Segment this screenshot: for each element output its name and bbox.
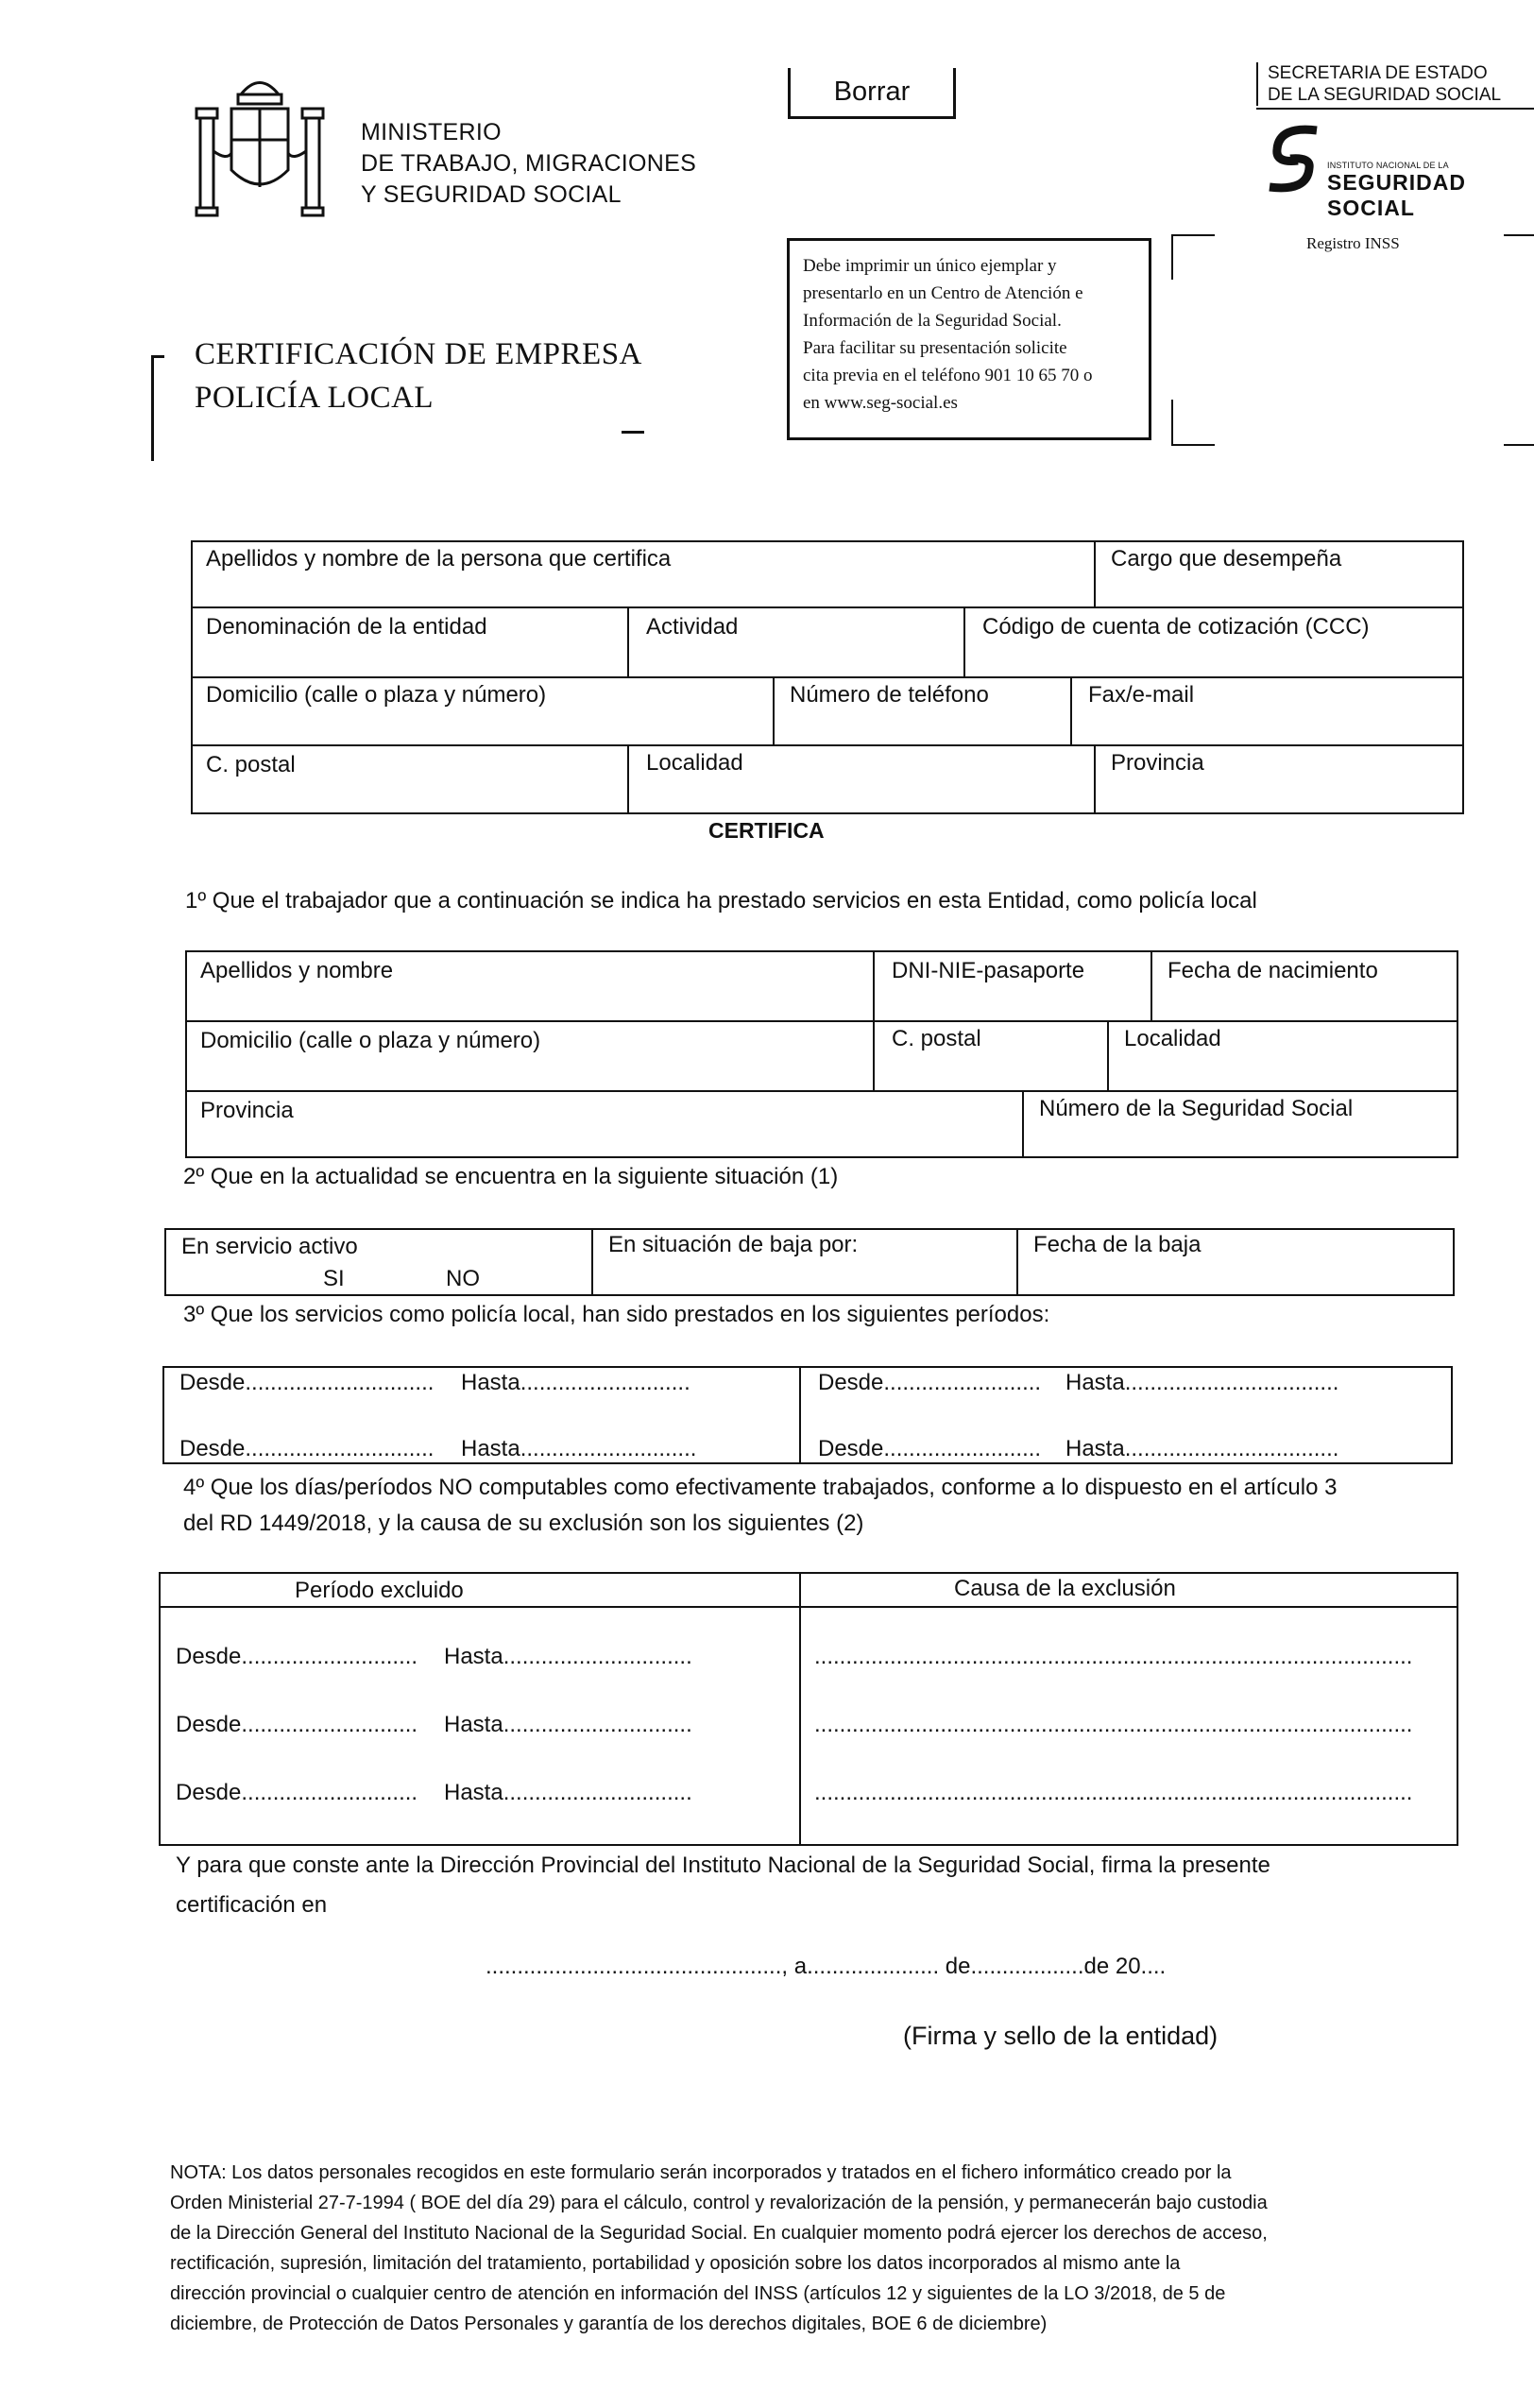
page-title: [195, 333, 642, 419]
borrar-button[interactable]: Borrar: [788, 68, 956, 119]
field-worker-localidad[interactable]: Localidad: [1124, 1026, 1221, 1051]
exclusion-hasta[interactable]: Hasta..............................: [444, 1644, 692, 1669]
coat-of-arms-icon: [189, 66, 331, 227]
dash: [622, 431, 644, 434]
certifica-heading: CERTIFICA: [708, 818, 825, 843]
note-line: NOTA: Los datos personales recogidos en este formulario serán incorporados y tratados en el fichero informático creado por la: [170, 2162, 1232, 2183]
period-hasta[interactable]: Hasta..................................: [1065, 1370, 1339, 1395]
registro-label: Registro INSS: [1306, 234, 1400, 252]
title-line: POLICÍA LOCAL: [195, 381, 435, 415]
period-hasta[interactable]: Hasta............................: [461, 1436, 697, 1461]
note-line: dirección provincial o cualquier centro de atención en información del INSS (artículos 12 y siguientes de la LO 3/2018, de 5 de: [170, 2283, 1226, 2304]
privacy-note: [170, 2158, 1440, 2339]
secretaria-line: SECRETARIA DE ESTADO: [1268, 63, 1488, 83]
field-dni[interactable]: DNI-NIE-pasaporte: [892, 958, 1085, 983]
notice-line: cita previa en el teléfono 901 10 65 70 o: [803, 366, 1093, 385]
field-worker-domicilio[interactable]: Domicilio (calle o plaza y número): [200, 1028, 541, 1053]
notice-line: Debe imprimir un único ejemplar y: [803, 256, 1057, 276]
secretaria-line: DE LA SEGURIDAD SOCIAL: [1268, 85, 1502, 105]
field-actividad[interactable]: Actividad: [646, 614, 739, 640]
exclusion-hasta[interactable]: Hasta..............................: [444, 1780, 692, 1805]
field-ccc[interactable]: Código de cuenta de cotización (CCC): [982, 614, 1370, 640]
field-localidad[interactable]: Localidad: [646, 750, 743, 776]
exclusion-cause[interactable]: ...............................................................................................: [814, 1780, 1413, 1805]
period-desde[interactable]: Desde..............................: [179, 1436, 435, 1461]
ministry-line: MINISTERIO: [361, 119, 502, 145]
divider: [1256, 108, 1534, 110]
exclusion-hasta[interactable]: Hasta..............................: [444, 1712, 692, 1737]
period-desde[interactable]: Desde.........................: [818, 1436, 1042, 1461]
notice-line: en www.seg-social.es: [803, 393, 958, 413]
field-cargo[interactable]: Cargo que desempeña: [1111, 546, 1342, 572]
ministry-name: [361, 117, 696, 211]
secretaria-label: [1256, 62, 1501, 106]
notice-line: Información de la Seguridad Social.: [803, 311, 1062, 331]
inss-big-text: SEGURIDAD SOCIAL: [1327, 170, 1467, 220]
field-fax[interactable]: Fax/e-mail: [1088, 682, 1195, 708]
field-worker-name[interactable]: Apellidos y nombre: [200, 958, 394, 983]
field-certifier-name[interactable]: Apellidos y nombre de la persona que certifica: [206, 546, 672, 572]
point-3: 3º Que los servicios como policía local, han sido prestados en los siguientes períodos:: [183, 1302, 1050, 1327]
notice-line: Para facilitar su presentación solicite: [803, 338, 1067, 358]
notice-line: presentarlo en un Centro de Atención e: [803, 283, 1083, 303]
inss-small-text: INSTITUTO NACIONAL DE LA: [1327, 161, 1449, 170]
exclusion-desde[interactable]: Desde............................: [176, 1780, 418, 1805]
closing-line: certificación en: [176, 1892, 328, 1918]
date-line[interactable]: ..............................................., a..................... de..................de 20....: [486, 1954, 1167, 1979]
exclusion-desde[interactable]: Desde............................: [176, 1712, 418, 1737]
field-baja[interactable]: En situación de baja por:: [608, 1232, 859, 1257]
note-line: rectificación, supresión, limitación del tratamiento, portabilidad y oposición sobre los datos incorporados al mismo ante la: [170, 2253, 1181, 2274]
field-worker-cpostal[interactable]: C. postal: [892, 1026, 981, 1051]
point-4-line: del RD 1449/2018, y la causa de su exclusión son los siguientes (2): [183, 1511, 864, 1536]
option-si[interactable]: SI: [323, 1266, 345, 1291]
period-hasta[interactable]: Hasta..................................: [1065, 1436, 1339, 1461]
notice-box: [787, 238, 1151, 440]
field-nss[interactable]: Número de la Seguridad Social: [1039, 1096, 1354, 1121]
ministry-line: Y SEGURIDAD SOCIAL: [361, 181, 622, 208]
point-4-line: 4º Que los días/períodos NO computables como efectivamente trabajados, conforme a lo dispuesto en el artículo 3: [183, 1475, 1338, 1500]
bracket-tick: [151, 355, 164, 358]
ministry-line: DE TRABAJO, MIGRACIONES: [361, 150, 697, 177]
field-fecha-baja[interactable]: Fecha de la baja: [1033, 1232, 1202, 1257]
exclusion-cause-header: Causa de la exclusión: [954, 1576, 1176, 1601]
field-domicilio[interactable]: Domicilio (calle o plaza y número): [206, 682, 547, 708]
exclusion-period-header: Período excluido: [295, 1578, 464, 1603]
exclusion-desde[interactable]: Desde............................: [176, 1644, 418, 1669]
note-line: diciembre, de Protección de Datos Personales y garantía de los derechos digitales, BOE 6 de diciembre): [170, 2314, 1048, 2334]
field-provincia[interactable]: Provincia: [1111, 750, 1204, 776]
point-2: 2º Que en la actualidad se encuentra en la siguiente situación (1): [183, 1164, 839, 1189]
note-line: Orden Ministerial 27-7-1994 ( BOE del día 29) para el cálculo, control y revalorización de la pensión, y permanecerán bajo custodia: [170, 2193, 1268, 2213]
point-1: 1º Que el trabajador que a continuación se indica ha prestado servicios en esta Entidad, como policía local: [185, 888, 1257, 914]
period-desde[interactable]: Desde..............................: [179, 1370, 435, 1395]
field-cpostal[interactable]: C. postal: [206, 752, 296, 777]
signature-label: (Firma y sello de la entidad): [903, 2022, 1219, 2050]
field-telefono[interactable]: Número de teléfono: [790, 682, 989, 708]
period-hasta[interactable]: Hasta...........................: [461, 1370, 690, 1395]
registro-frame: [1171, 234, 1534, 447]
inss-logo-icon: [1260, 121, 1326, 196]
exclusion-cause[interactable]: ...............................................................................................: [814, 1712, 1413, 1737]
field-nacimiento[interactable]: Fecha de nacimiento: [1168, 958, 1378, 983]
field-entidad[interactable]: Denominación de la entidad: [206, 614, 487, 640]
exclusion-cause[interactable]: ...............................................................................................: [814, 1644, 1413, 1669]
period-desde[interactable]: Desde.........................: [818, 1370, 1042, 1395]
field-worker-provincia[interactable]: Provincia: [200, 1098, 294, 1123]
closing-line: Y para que conste ante la Dirección Provincial del Instituto Nacional de la Seguridad Social, firma la presente: [176, 1853, 1270, 1878]
title-line: CERTIFICACIÓN DE EMPRESA: [195, 337, 642, 371]
option-no[interactable]: NO: [446, 1266, 480, 1291]
bracket: [151, 357, 154, 461]
point-4: [183, 1470, 1337, 1542]
field-activo: En servicio activo: [181, 1234, 358, 1259]
note-line: de la Dirección General del Instituto Nacional de la Seguridad Social. En cualquier momento podrá ejercer los derechos de acceso,: [170, 2223, 1268, 2244]
closing-text: [176, 1846, 1270, 1925]
